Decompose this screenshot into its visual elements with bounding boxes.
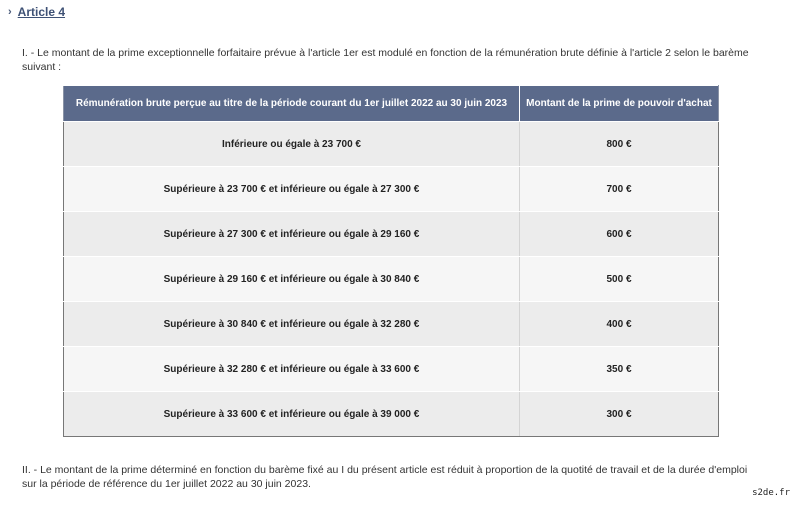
- table-row: [64, 347, 719, 392]
- cell-montant: 800 €: [520, 122, 719, 167]
- article-heading: [8, 5, 65, 19]
- paragraph-2: II. - Le montant de la prime déterminé en fonction du barème fixé au I du présent article est réduit à proportion de la quotité de travail et de la durée d'emploi sur la période de référence du 1er juillet 2022 au 30 juin 2023.: [22, 464, 748, 490]
- cell-montant: 300 €: [520, 392, 719, 437]
- cell-montant: 700 €: [520, 167, 719, 212]
- table-row: [64, 392, 719, 437]
- table-row: [64, 122, 719, 167]
- cell-remuneration: Supérieure à 32 280 € et inférieure ou égale à 33 600 €: [64, 347, 520, 392]
- table-header-row: [64, 86, 719, 122]
- paragraph-1: I. - Le montant de la prime exceptionnelle forfaitaire prévue à l'article 1er est modulé en fonction de la rémunération brute définie à l'article 2 selon le barème suivant :: [22, 47, 749, 73]
- header-montant: Montant de la prime de pouvoir d'achat: [520, 86, 719, 122]
- table-row: [64, 257, 719, 302]
- cell-remuneration: Supérieure à 33 600 € et inférieure ou égale à 39 000 €: [64, 392, 520, 437]
- cell-montant: 350 €: [520, 347, 719, 392]
- cell-montant: 400 €: [520, 302, 719, 347]
- cell-remuneration: Inférieure ou égale à 23 700 €: [64, 122, 520, 167]
- table-row: [64, 302, 719, 347]
- header-remuneration: Rémunération brute perçue au titre de la période courant du 1er juillet 2022 au 30 juin 2023: [64, 86, 520, 122]
- cell-montant: 500 €: [520, 257, 719, 302]
- cell-remuneration: Supérieure à 29 160 € et inférieure ou égale à 30 840 €: [64, 257, 520, 302]
- cell-remuneration: Supérieure à 30 840 € et inférieure ou égale à 32 280 €: [64, 302, 520, 347]
- cell-remuneration: Supérieure à 27 300 € et inférieure ou égale à 29 160 €: [64, 212, 520, 257]
- table-row: [64, 167, 719, 212]
- table-row: [64, 212, 719, 257]
- cell-remuneration: Supérieure à 23 700 € et inférieure ou égale à 27 300 €: [64, 167, 520, 212]
- chevron-right-icon[interactable]: ›: [8, 6, 12, 18]
- watermark: s2de.fr: [752, 488, 790, 498]
- bareme-table: [63, 85, 719, 437]
- cell-montant: 600 €: [520, 212, 719, 257]
- article-link[interactable]: Article 4: [17, 5, 66, 19]
